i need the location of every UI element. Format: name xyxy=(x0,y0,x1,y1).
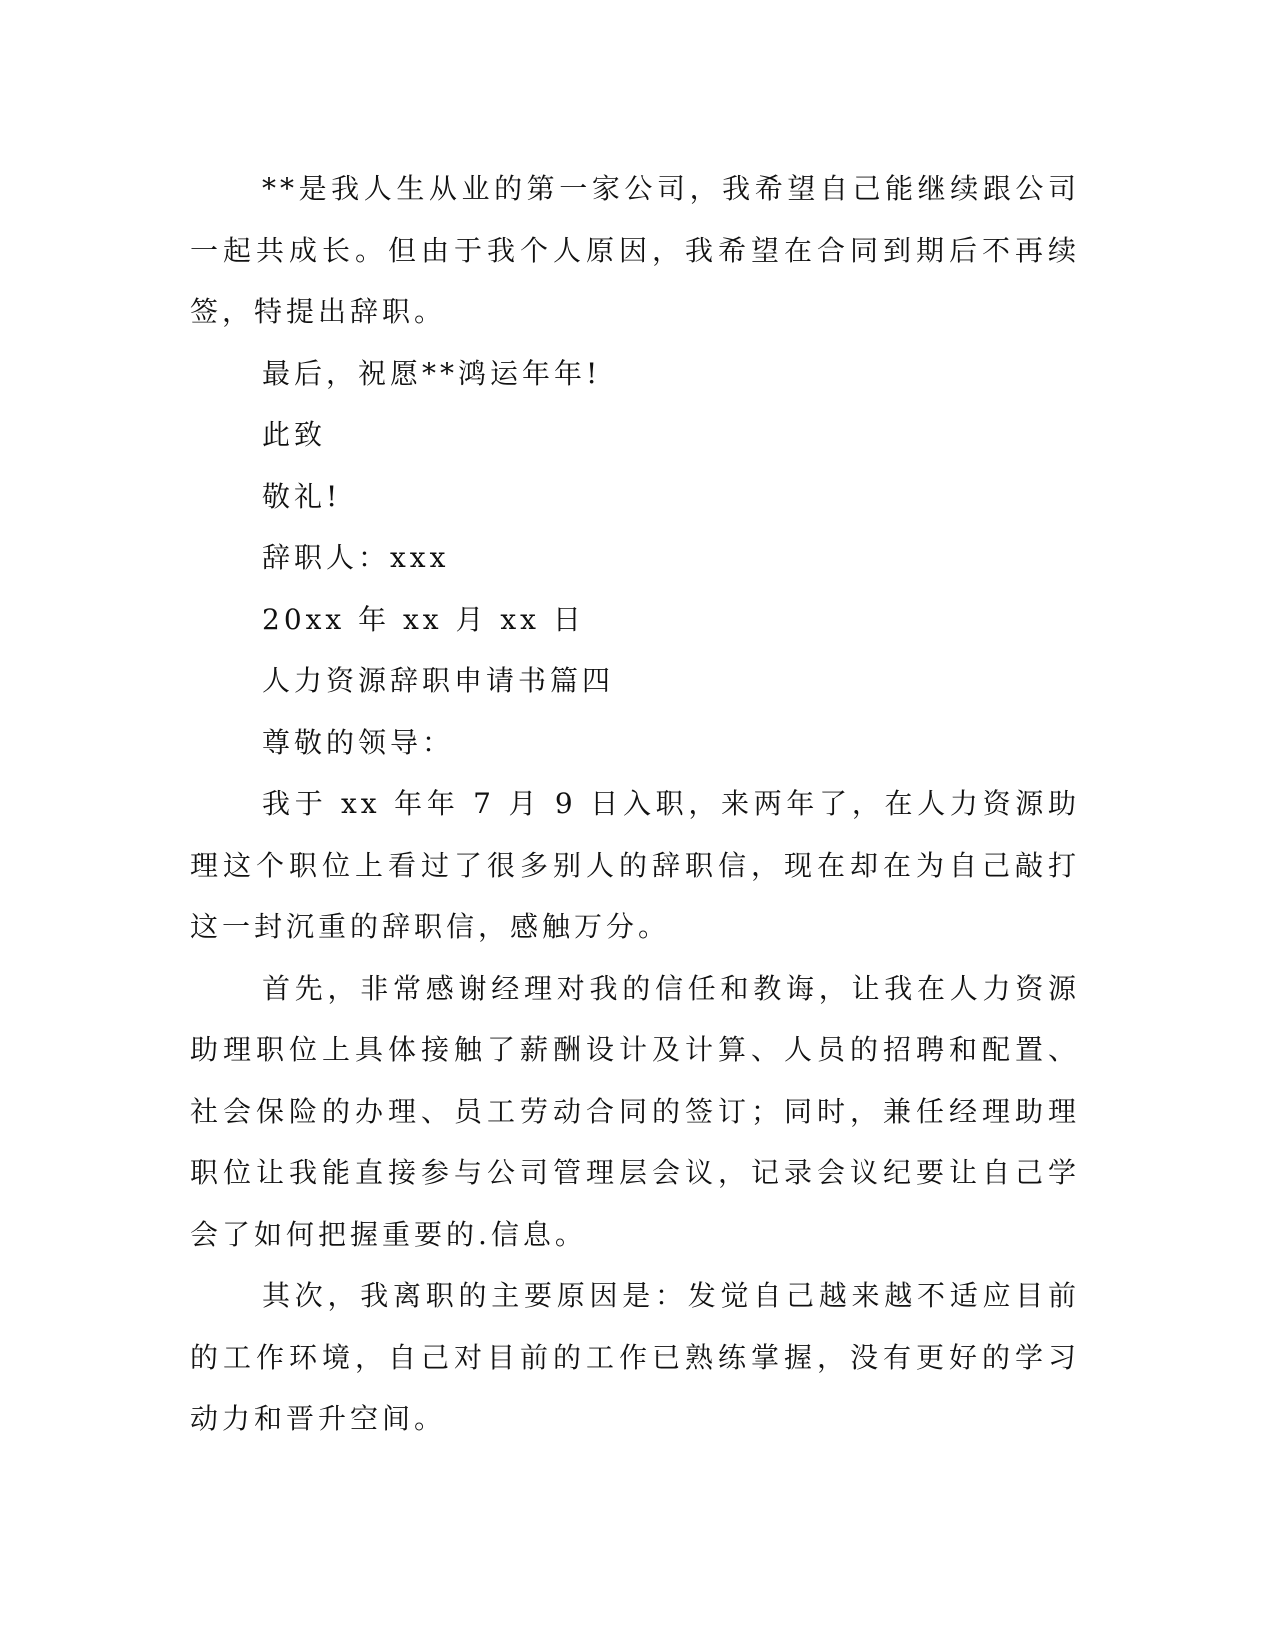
closing-jingli: 敬礼! xyxy=(262,479,342,513)
signature-resigner: 辞职人：xxx xyxy=(262,541,450,574)
paragraph-reason: 其次，我离职的主要原因是：发觉自己越来越不适应目前的工作环境，自己对目前的工作已熟练掌握，没有更好的学习动力和晋升空间。 xyxy=(190,1279,1080,1435)
paragraph-gratitude: 首先，非常感谢经理对我的信任和教诲，让我在人力资源助理职位上具体接触了薪酬设计及计算、人员的招聘和配置、社会保险的办理、员工劳动合同的签订；同时，兼任经理助理职位让我能直接参与公司管理层会议，记录会议纪要让自己学会了如何把握重要的.信息。 xyxy=(190,971,1080,1251)
salutation: 尊敬的领导： xyxy=(262,725,455,759)
paragraph-company-growth: **是我人生从业的第一家公司，我希望自己能继续跟公司一起共成长。但由于我个人原因，我希望在合同到期后不再续签，特提出辞职。 xyxy=(190,172,1080,328)
paragraph-wishes: 最后，祝愿**鸿运年年! xyxy=(262,356,602,390)
paragraph-join-date: 我于 xx 年年 7 月 9 日入职，来两年了，在人力资源助理这个职位上看过了很多别人的辞职信，现在却在为自己敲打这一封沉重的辞职信，感触万分。 xyxy=(190,787,1080,943)
signature-date: 20xx 年 xx 月 xx 日 xyxy=(262,602,585,636)
document-body xyxy=(190,158,1080,1450)
closing-cizhi: 此致 xyxy=(262,418,327,451)
section-heading: 人力资源辞职申请书篇四 xyxy=(262,664,615,697)
